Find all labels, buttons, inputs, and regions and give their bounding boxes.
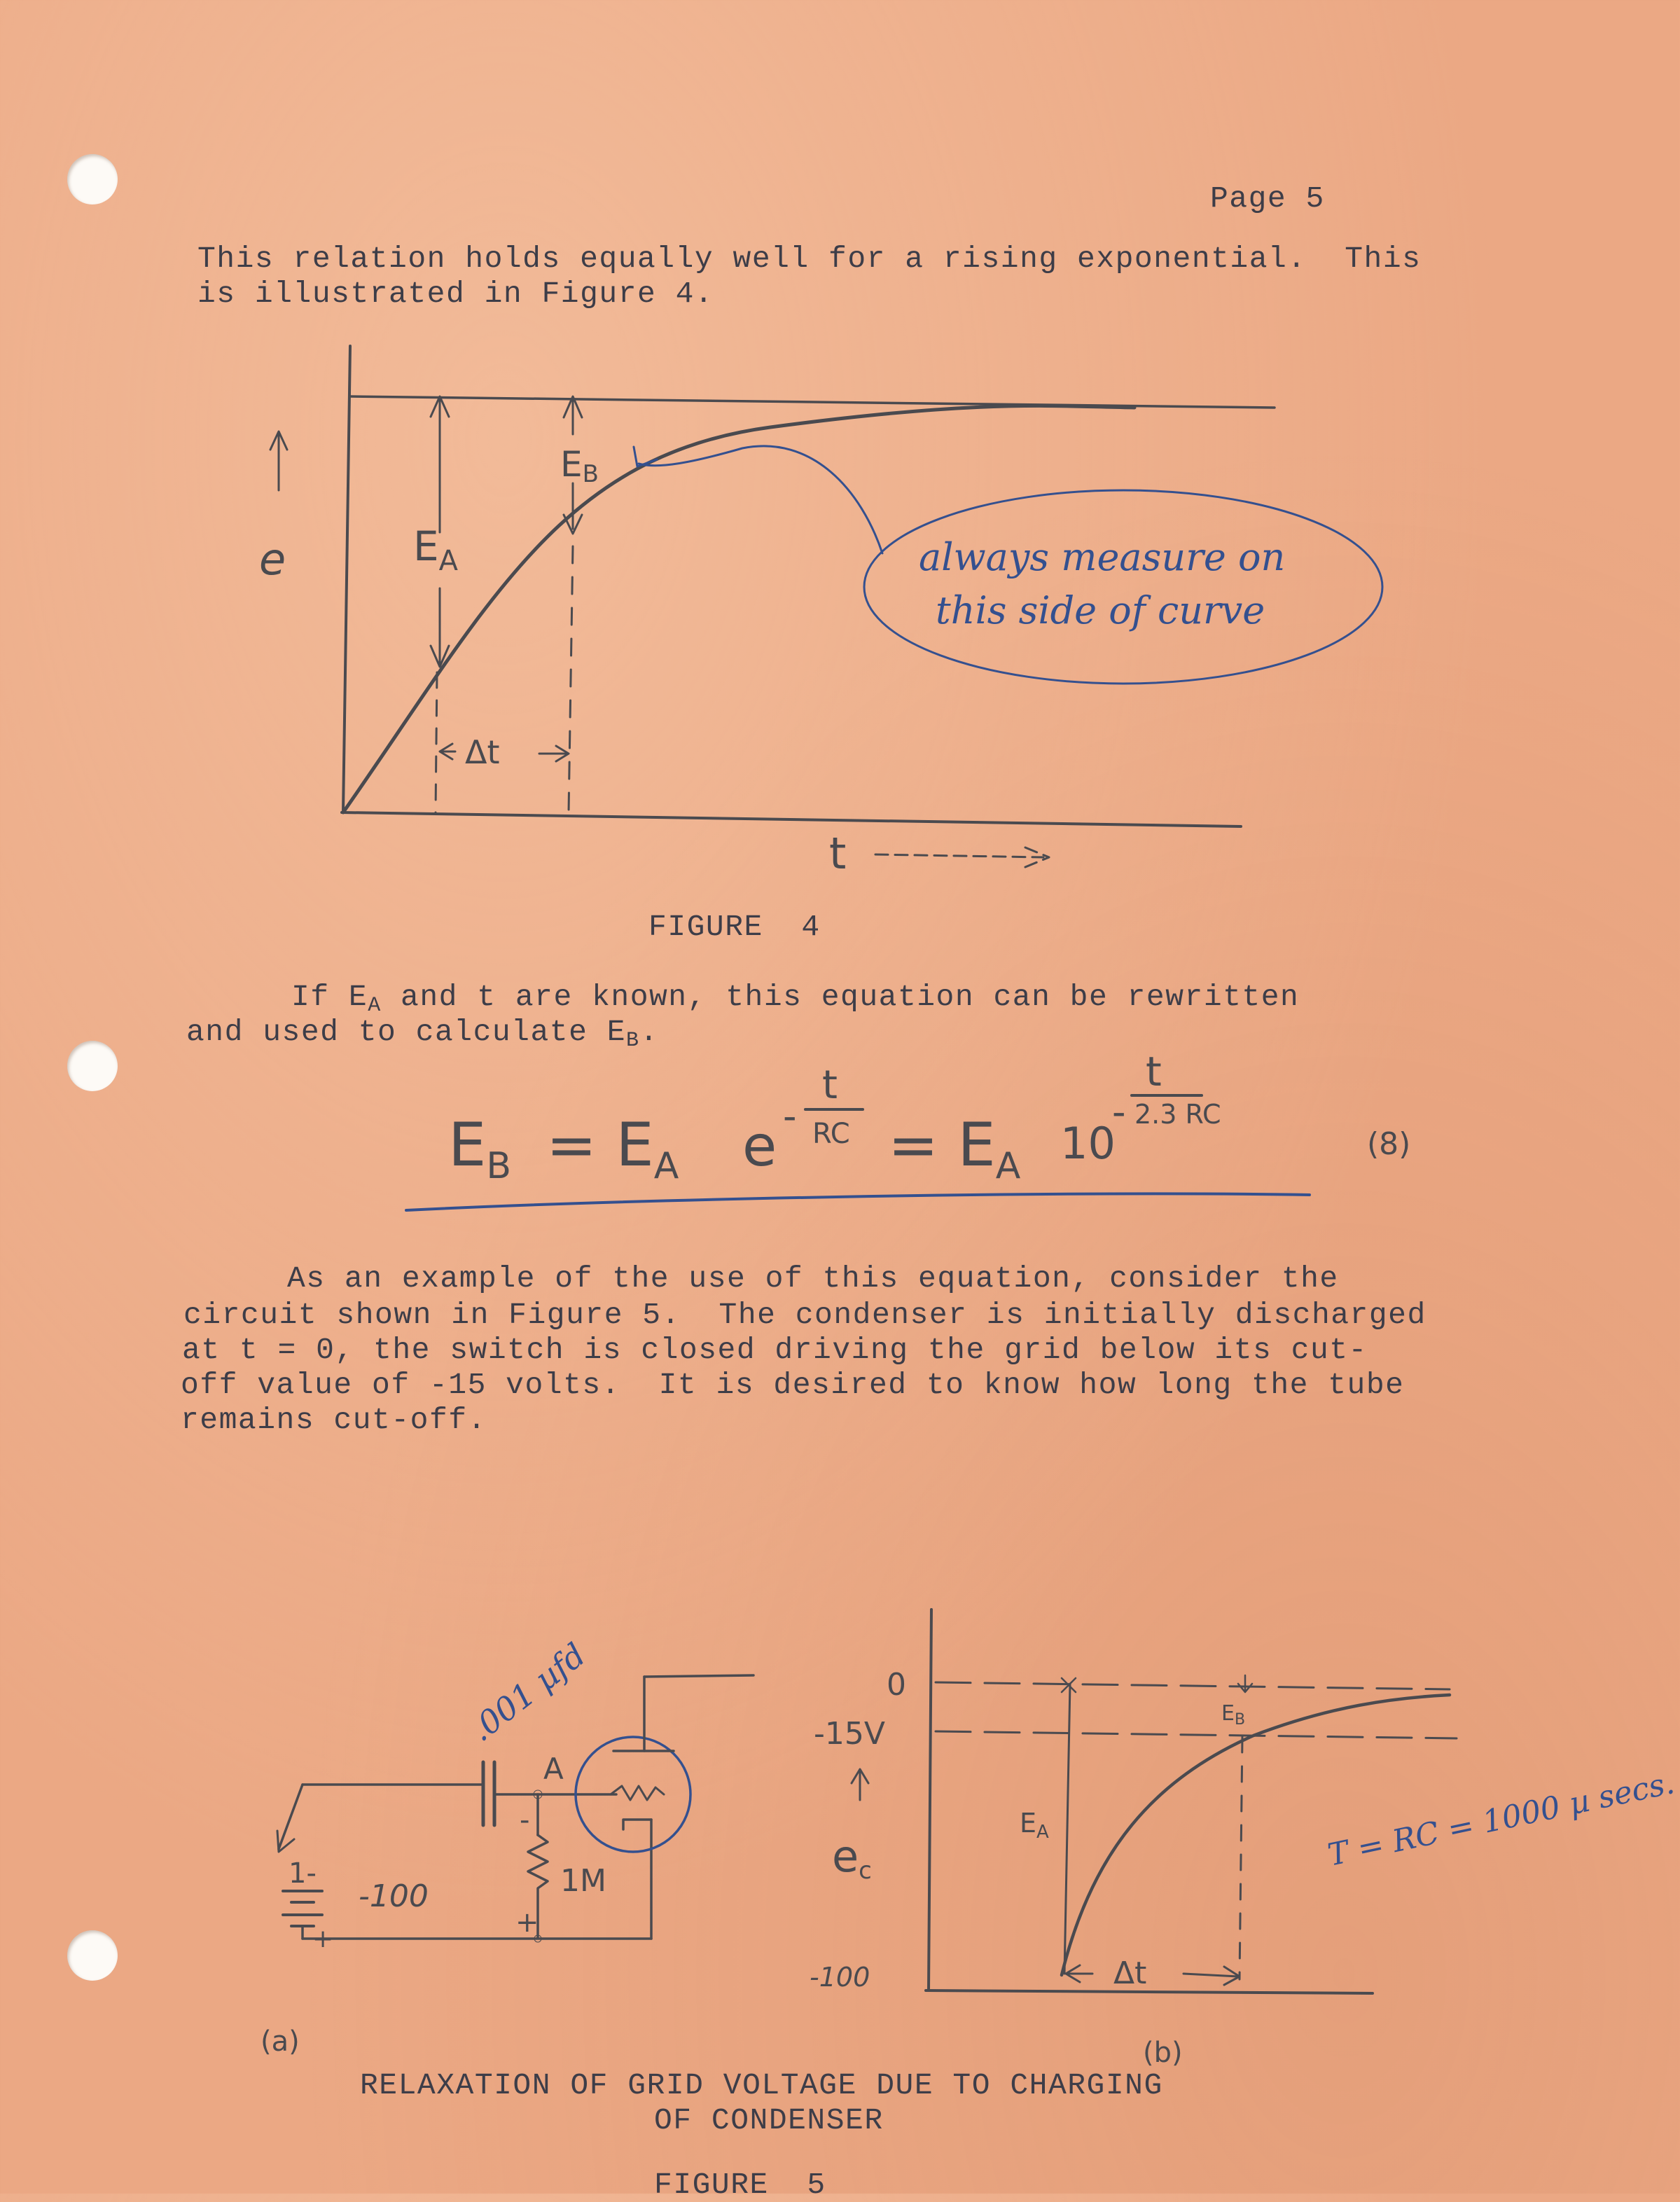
fig5a-grid <box>611 1786 664 1800</box>
fig5a-switch-blade <box>279 1785 303 1849</box>
fig5b-x-axis <box>926 1990 1373 1993</box>
eq-number: (8) <box>1367 1126 1411 1162</box>
eq-exp1-den: RC <box>812 1118 850 1150</box>
para2-line-2: circuit shown in Figure 5. The condenser is initially discharged <box>183 1298 1426 1332</box>
eq-right: = $E_A$ <box>888 1110 1021 1187</box>
fig5a-plus-sign: + <box>515 1906 539 1939</box>
fig5b-ec-arrow <box>852 1769 868 1800</box>
eq-exp2-num: t <box>1146 1048 1162 1095</box>
fig5b-label-ec: ec <box>832 1831 872 1885</box>
fig5a-node-A-label: A <box>543 1752 564 1786</box>
fig5b-EB-arrow <box>1238 1675 1252 1692</box>
fig5b-graph <box>852 1609 1457 1993</box>
eq-ten: 10 <box>1060 1118 1116 1169</box>
fig5b-dt-left <box>1066 1965 1092 1982</box>
para2-line-1: As an example of the use of this equation, consider the <box>287 1261 1339 1296</box>
figure-5-caption-line-1: RELAXATION OF GRID VOLTAGE DUE TO CHARGING <box>360 2068 1163 2103</box>
eq-exp2-den: 2.3 RC <box>1134 1099 1221 1130</box>
fig4-label-t: t <box>829 828 847 879</box>
figure-5-caption-line-2: OF CONDENSER <box>654 2103 884 2138</box>
fig4-label-EB: EB <box>560 444 599 488</box>
fig4-note-line-1: always measure on <box>919 535 1286 579</box>
eq-middle: = $E_A$ <box>546 1110 679 1187</box>
fig5b-dt-right <box>1183 1967 1240 1985</box>
fig5b-label-15: -15V <box>814 1716 885 1752</box>
fig4-label-dt: Δt <box>465 733 500 771</box>
fig5a-battery-minus: 1- <box>289 1857 317 1890</box>
eq-exp2-minus: - <box>1112 1090 1126 1134</box>
eq-lhs: $E_B$ <box>448 1110 512 1187</box>
fig5a-plate-wire <box>644 1675 754 1677</box>
page-number: Page 5 <box>1210 181 1325 216</box>
fig5b-y-axis <box>929 1609 931 1990</box>
fig5b-label-EB: $E_B$ <box>1221 1701 1246 1729</box>
para2-line-3: at t = 0, the switch is closed driving the grid below its cut- <box>182 1333 1368 1367</box>
fig5b-label: (b) <box>1143 2037 1183 2069</box>
fig4-label-e: e <box>259 534 286 585</box>
eq-exp1-minus: - <box>783 1094 797 1138</box>
para1-line-1: If $E_A$ and t are known, this equation can be rewritten <box>291 980 1300 1018</box>
eq-exp1-num: t <box>822 1062 838 1108</box>
fig5a-minus-sign: - <box>520 1804 530 1836</box>
fig5a-label: (a) <box>261 2026 300 2058</box>
fig5a-cathode <box>623 1820 651 1829</box>
fig5b-label-EA: $E_A$ <box>1020 1808 1049 1843</box>
intro-line-2: is illustrated in Figure 4. <box>197 277 714 311</box>
figure-4-caption: FIGURE 4 <box>648 910 821 944</box>
fig5b-EA-top-tick <box>1062 1678 1076 1692</box>
fig5a-battery-plus: + <box>312 1925 334 1953</box>
fig5a-battery-value: -100 <box>359 1878 429 1914</box>
figure-5-caption-label: FIGURE 5 <box>654 2168 826 2202</box>
fig5b-time-constant-note: T = RC = 1000 µ secs. <box>1324 1765 1678 1874</box>
intro-line-1: This relation holds equally well for a rising exponential. This <box>197 242 1422 276</box>
fig5b-label-dt: Δt <box>1113 1955 1147 1991</box>
fig4-label-EA: $E_A$ <box>413 522 459 577</box>
fig5b-EA-line <box>1064 1684 1070 1974</box>
fig5b-label-100: -100 <box>810 1962 870 1993</box>
fig5b-label-0: 0 <box>887 1667 906 1703</box>
fig5b-zero-line <box>936 1682 1450 1689</box>
para2-line-5: remains cut-off. <box>181 1403 487 1437</box>
eq-e-base: e <box>742 1114 777 1179</box>
fig4-note-line-2: this side of curve <box>936 588 1265 632</box>
para1-line-2: and used to calculate $E_B$. <box>186 1015 659 1053</box>
fig5a-cap-value: .001 µfd <box>462 1635 593 1749</box>
para2-line-4: off value of -15 volts. It is desired to know how long the tube <box>181 1368 1405 1402</box>
fig5b-EB-dash <box>1240 1737 1242 1979</box>
fig5b-minus15-line <box>936 1731 1457 1738</box>
fig5a-resistor-label: 1M <box>560 1863 606 1899</box>
